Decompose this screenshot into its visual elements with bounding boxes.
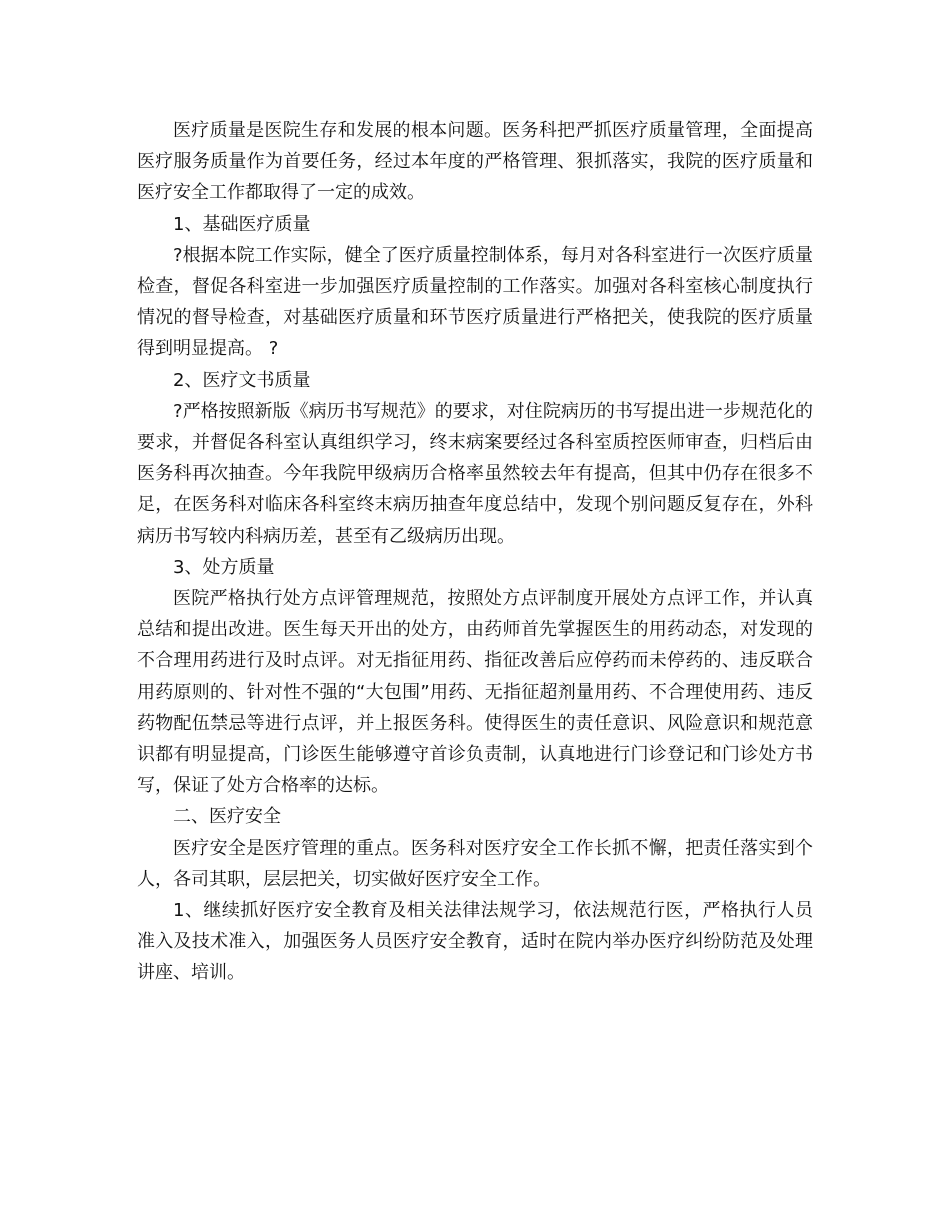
intro-paragraph: 医疗质量是医院生存和发展的根本问题。医务科把严抓医疗质量管理，全面提高医疗服务质量作为首要任务，经过本年度的严格管理、狠抓落实，我院的医疗质量和医疗安全工作都取得了一定的成效。 [137,120,813,204]
safety-item-1-paragraph: 1、继续抓好医疗安全教育及相关法律法规学习，依法规范行医，严格执行人员准入及技术准入，加强医务人员医疗安全教育，适时在院内举办医疗纠纷防范及处理讲座、培训。 [137,900,813,984]
medical-safety-paragraph: 医疗安全是医疗管理的重点。医务科对医疗安全工作长抓不懈，把责任落实到个人，各司其职，层层把关，切实做好医疗安全工作。 [137,837,813,890]
medical-records-paragraph: ?严格按照新版《病历书写规范》的要求，对住院病历的书写提出进一步规范化的要求，并督促各科室认真组织学习，终末病案要经过各科室质控医师审查，归档后由医务科再次抽查。今年我院甲级病历合格率虽然较去年有提高，但其中仍存在很多不足，在医务科对临床各科室终末病历抽查年度总结中，发现个别问题反复存在，外科病历书写较内科病历差，甚至有乙级病历出现。 [137,400,813,547]
section-heading-medical-safety: 二、医疗安全 [173,806,281,828]
basic-quality-paragraph: ?根据本院工作实际，健全了医疗质量控制体系，每月对各科室进行一次医疗质量检查，督促各科室进一步加强医疗质量控制的工作落实。加强对各科室核心制度执行情况的督导检查，对基础医疗质量和环节医疗质量进行严格把关，使我院的医疗质量得到明显提高。 ? [137,244,813,360]
section-heading-medical-records: 2、医疗文书质量 [173,369,311,391]
prescription-quality-paragraph: 医院严格执行处方点评管理规范，按照处方点评制度开展处方点评工作，并认真总结和提出改进。医生每天开出的处方，由药师首先掌握医生的用药动态，对发现的不合理用药进行及时点评。对无指征用药、指征改善后应停药而未停药的、违反联合用药原则的、针对性不强的“大包围”用药、无指征超剂量用药、不合理使用药、违反药物配伍禁忌等进行点评，并上报医务科。使得医生的责任意识、风险意识和规范意识都有明显提高，门诊医生能够遵守首诊负责制，认真地进行门诊登记和门诊处方书写，保证了处方合格率的达标。 [137,588,813,797]
section-heading-prescription-quality: 3、处方质量 [173,556,275,578]
section-heading-basic-quality: 1、基础医疗质量 [173,213,311,235]
document-body [137,115,813,989]
